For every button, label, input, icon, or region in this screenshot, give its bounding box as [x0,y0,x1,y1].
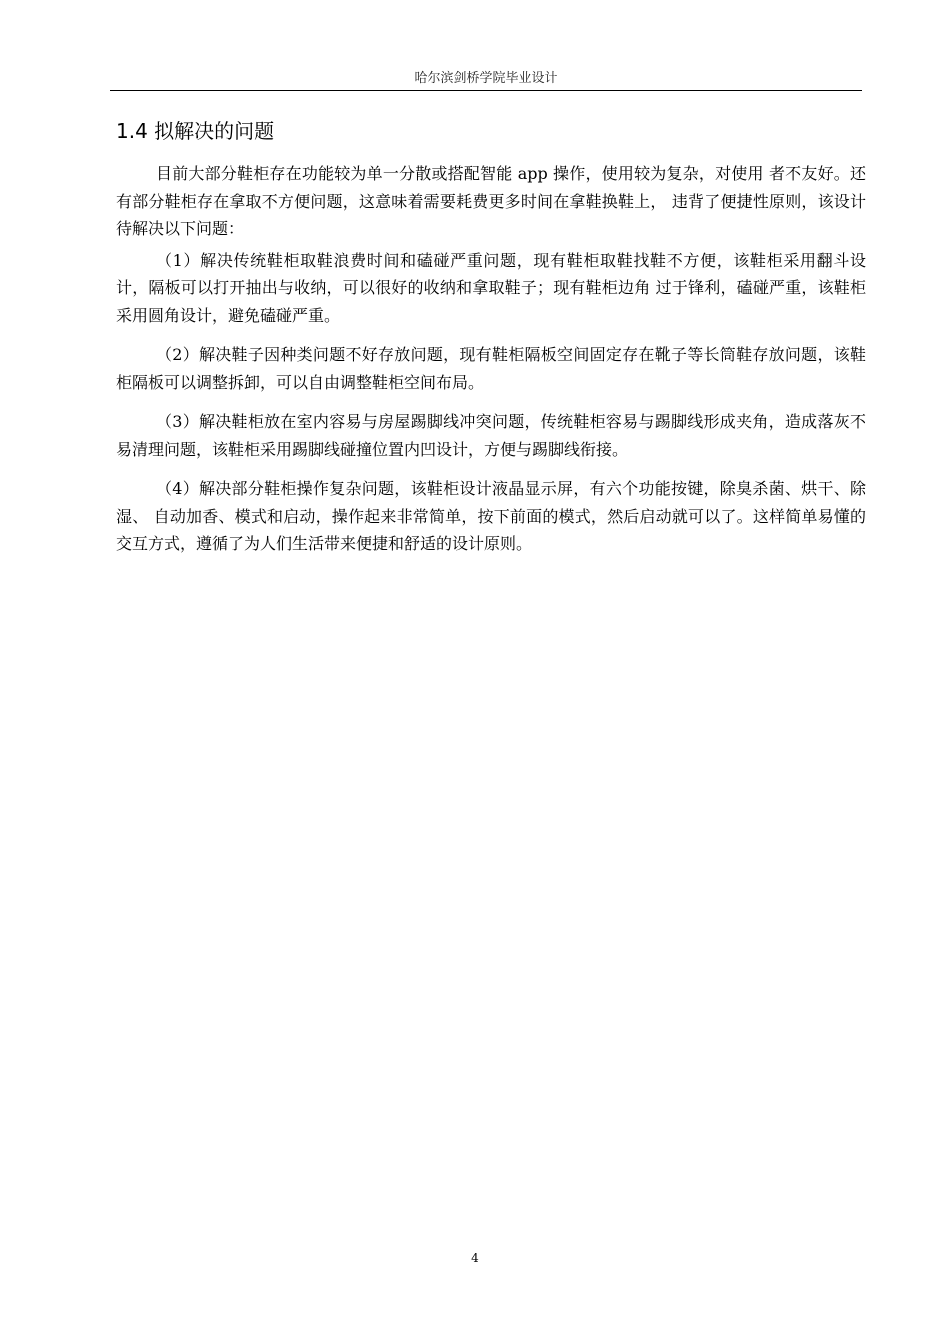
problem-item-3: （3）解决鞋柜放在室内容易与房屋踢脚线冲突问题，传统鞋柜容易与踢脚线形成夹角，造成落灰不易清理问题，该鞋柜采用踢脚线碰撞位置内凹设计，方便与踢脚线衔接。 [116,412,866,459]
intro-paragraph: 目前大部分鞋柜存在功能较为单一分散或搭配智能 app 操作，使用较为复杂，对使用 者不友好。还有部分鞋柜存在拿取不方便问题，这意味着需要耗费更多时间在拿鞋换鞋上， 违背了便捷性原则，该设计待解决以下问题： [116,164,866,238]
body-text [116,160,866,570]
problem-item-4: （4）解决部分鞋柜操作复杂问题，该鞋柜设计液晶显示屏，有六个功能按键，除臭杀菌、烘干、除湿、 自动加香、模式和启动，操作起来非常简单，按下前面的模式，然后启动就可以了。这样简单易懂的交互方式，遵循了为人们生活带来便捷和舒适的设计原则。 [116,479,866,553]
header-title: 哈尔滨剑桥学院毕业设计 [414,71,558,86]
page-header [110,70,862,91]
page-number: 4 [471,1251,479,1265]
problem-item-1: （1）解决传统鞋柜取鞋浪费时间和磕碰严重问题，现有鞋柜取鞋找鞋不方便，该鞋柜采用翻斗设计，隔板可以打开抽出与收纳，可以很好的收纳和拿取鞋子；现有鞋柜边角 过于锋利，磕碰严重，该鞋柜采用圆角设计，避免磕碰严重。 [116,250,866,325]
section-heading: 1.4 拟解决的问题 [116,119,275,143]
problem-item-2: （2）解决鞋子因种类问题不好存放问题，现有鞋柜隔板空间固定存在靴子等长筒鞋存放问题，该鞋柜隔板可以调整拆卸，可以自由调整鞋柜空间布局。 [116,345,866,392]
